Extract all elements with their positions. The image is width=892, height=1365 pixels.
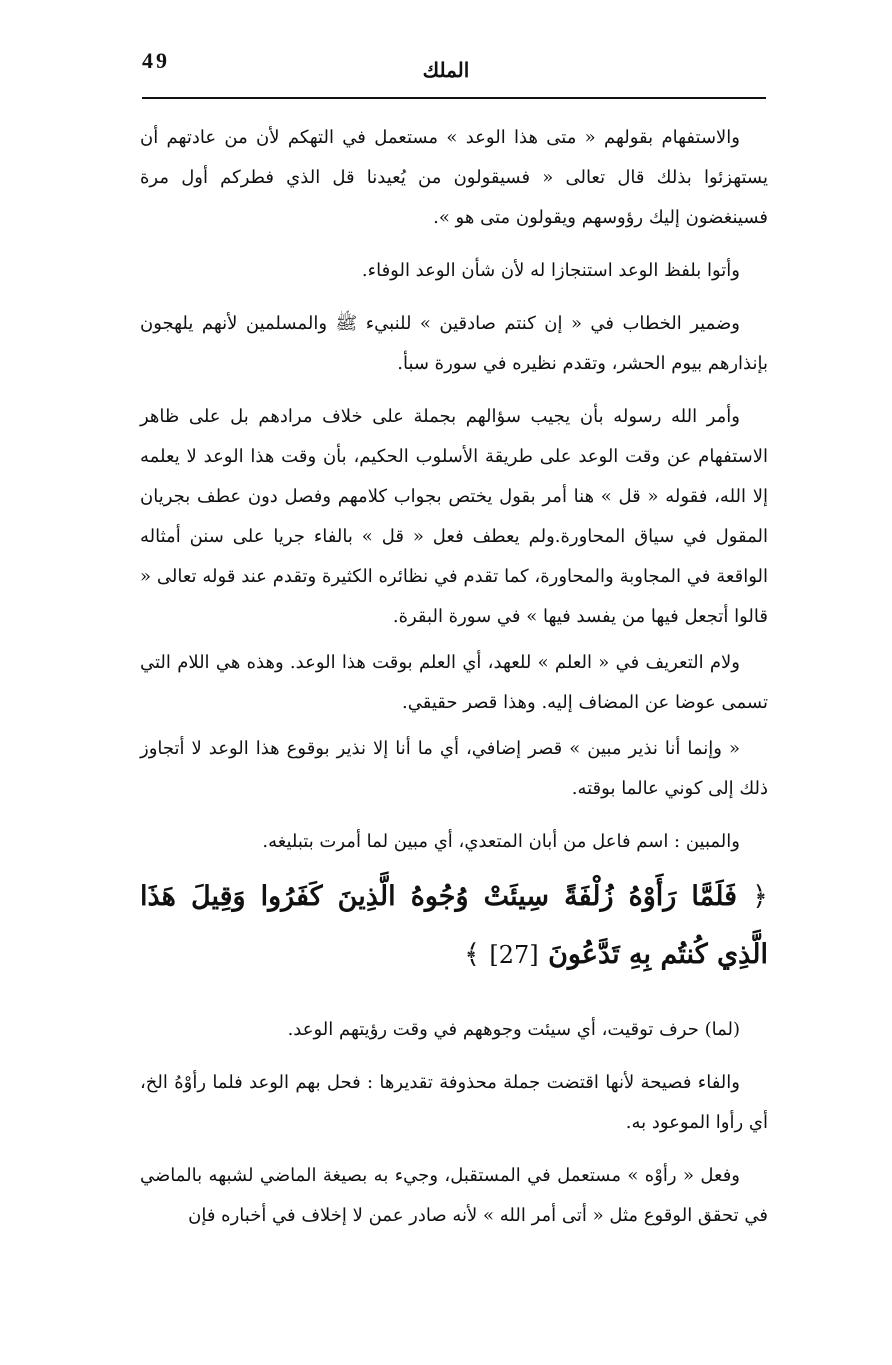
paragraph-9: والفاء فصيحة لأنها اقتضت جملة محذوفة تقديرها : فحل بهم الوعد فلما رأوْهُ الخ، أي رأوا الموعود به. (140, 1072, 768, 1133)
paragraph-6: « وإنما أنا نذير مبين » قصر إضافي، أي ما أنا إلا نذير بوقوع هذا الوعد لا أتجاوز ذلك إلى كوني عالما بوقته. (140, 738, 768, 799)
paragraph-1: والاستفهام بقولهم « متى هذا الوعد » مستعمل في التهكم لأن من عادتهم أن يستهزئوا بذلك قال تعالى « فسيقولون من يُعيدنا قل الذي فطركم أول مرة فسينغضون إليك رؤوسهم ويقولون متى هو ». (140, 127, 768, 228)
paragraph-5: ولام التعريف في « العلم » للعهد، أي العلم بوقت هذا الوعد. وهذه هي اللام التي تسمى عوضا عن المضاف إليه. وهذا قصر حقيقي. (140, 652, 768, 713)
verse-close-bracket: ﴾ (464, 939, 480, 970)
verse-open-bracket: ﴿ (752, 881, 768, 912)
verse-text: فَلَمَّا رَأَوْهُ زُلْفَةً سِيئَتْ وُجُوهُ الَّذِينَ كَفَرُوا وَقِيلَ هَذَا الَّذِي كُنتُم بِهِ تَدَّعُونَ (140, 881, 768, 970)
paragraph-8: (لما) حرف توقيت، أي سيئت وجوههم في وقت رؤيتهم الوعد. (287, 1019, 740, 1040)
page-number: 49 (142, 48, 170, 73)
paragraph-2: وأتوا بلفظ الوعد استنجازا له لأن شأن الوعد الوفاء. (361, 260, 740, 281)
paragraph-7: والمبين : اسم فاعل من أبان المتعدي، أي مبين لما أمرت بتبليغه. (262, 831, 740, 852)
page-body (140, 118, 768, 1249)
verse-number: [27] (489, 941, 539, 969)
quran-verse (140, 868, 768, 984)
header-divider (142, 97, 766, 99)
surah-title: الملك (422, 58, 470, 82)
paragraph-10: وفعل « رأوْه » مستعمل في المستقبل، وجيء به بصيغة الماضي لشبهه بالماضي في تحقق الوقوع مثل « أتى أمر الله » لأنه صادر عمن لا إخلاف في أخباره فإن (140, 1165, 768, 1226)
paragraph-4: وأمر الله رسوله بأن يجيب سؤالهم بجملة على خلاف مرادهم بل على ظاهر الاستفهام عن وقت الوعد على طريقة الأسلوب الحكيم، بأن وقت هذا الوعد لا يعلمه إلا الله، فقوله « قل » هنا أمر بقول يختص بجواب كلامهم وفصل دون عطف بجريان المقول في سياق المحاورة.ولم يعطف فعل « قل » بالفاء جريا على سنن أمثاله الواقعة في المجاوبة والمحاورة، كما تقدم في نظائره الكثيرة وتقدم عند قوله تعالى « قالوا أتجعل فيها من يفسد فيها » في سورة البقرة. (140, 406, 768, 627)
paragraph-3: وضمير الخطاب في « إن كنتم صادقين » للنبيء ﷺ والمسلمين لأنهم يلهجون بإنذارهم بيوم الحشر، وتقدم نظيره في سورة سبأ. (140, 313, 768, 374)
